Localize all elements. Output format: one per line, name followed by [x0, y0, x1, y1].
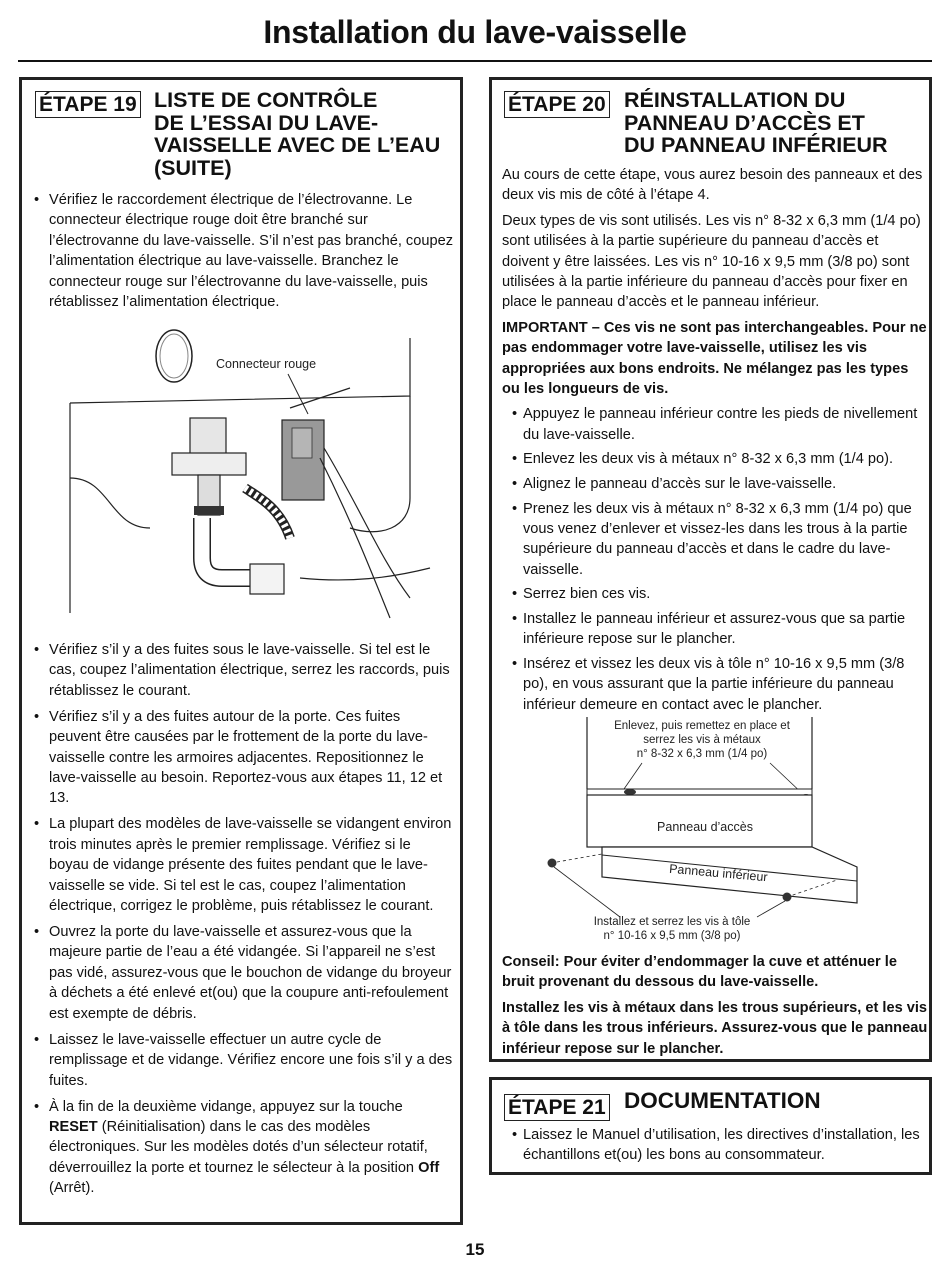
step20-box: [489, 77, 932, 1062]
access-panel-label: Panneau d’accès: [657, 820, 753, 834]
step21-tag: ÉTAPE 21: [504, 1094, 610, 1121]
step20-tag: ÉTAPE 20: [504, 91, 610, 118]
step20-bullet: • Serrez bien ces vis.: [512, 586, 651, 603]
red-connector-illustration: [50, 328, 470, 628]
step20-screw-types: Deux types de vis sont utilisés. Les vis n° 8-32 x 6,3 mm (1/4 po) sont utilisées à la partie supérieure du panneau d’accès et doivent y être laissées. Les vis n° 10-16 x 9,5 mm (3/8 po) sont utilisées à la partie inférieure du panneau d’accès pour fixer en place le panneau d’accès et le panneau inférieur.: [502, 212, 921, 311]
lower-panel-label: Panneau inférieur: [668, 861, 769, 885]
panel-illustration: [542, 717, 862, 947]
step20-bullet: • Enlevez les deux vis à métaux n° 8-32 x 6,3 mm (1/4 po).: [512, 451, 894, 468]
step20-bullet: • Appuyez le panneau inférieur contre les pieds de nivellement du lave-vaisselle.: [512, 406, 918, 443]
title-rule: [18, 60, 932, 62]
step19-bullet: • Laissez le lave-vaisselle effectuer un autre cycle de remplissage et de vidange. Vérifiez encore une fois s’il y a des fuites.: [34, 1031, 453, 1089]
step21-title: DOCUMENTATION: [624, 1088, 821, 1113]
svg-text:serrez les vis à métaux: serrez les vis à métaux: [643, 734, 761, 746]
step20-bullet: • Installez le panneau inférieur et assurez-vous que sa partie inférieure repose sur le plancher.: [512, 611, 906, 648]
step20-title: RÉINSTALLATION DU PANNEAU D’ACCÈS ET DU PANNEAU INFÉRIEUR: [624, 88, 888, 157]
step20-bullet: • Prenez les deux vis à métaux n° 8-32 x 6,3 mm (1/4 po) que vous venez d’enlever et vissez-les dans les trous à la partie supérieure du panneau d’accès et dans le cadre du lave-vaisselle.: [512, 500, 912, 578]
step19-bullet: • La plupart des modèles de lave-vaisselle se vidangent environ trois minutes après le premier remplissage. Vérifiez si le boyau de vidange présente des fuites pendant que le lave-vaisselle se vide. Si tel est le cas, coupez l’alimentation électrique, corrigez le problème, puis rétablissez le courant.: [34, 816, 452, 915]
red-connector-label: Connecteur rouge: [216, 357, 317, 371]
step19-bullet: • Vérifiez le raccordement électrique de l’électrovanne. Le connecteur électrique rouge doit être branché sur l’électrovanne du lave-vaisselle. S’il n’est pas branché, coupez l’alimentation électrique au lave-vaisselle. Branchez le connecteur rouge sur l’électrovanne du lave-vaisselle, puis rétablissez l’alimentation électrique.: [34, 192, 453, 311]
step19-bullet-reset: • À la fin de la deuxième vidange, appuyez sur la touche RESET (Réinitialisation) dans le cas des modèles électroniques. Sur les modèles dotés d’un sélecteur rotatif, déverrouillez la porte et tournez le sélecteur à la position Off (Arrêt).: [34, 1098, 440, 1197]
step20-tip-detail: Installez les vis à métaux dans les trous supérieurs, et les vis à tôle dans les trous inférieurs. Assurez-vous que le panneau inférieur repose sur le plancher.: [502, 999, 928, 1057]
step20-intro: Au cours de cette étape, vous aurez besoin des panneaux et des deux vis mis de côté à l’étape 4.: [502, 167, 923, 204]
step19-bullet: • Vérifiez s’il y a des fuites autour de la porte. Ces fuites peuvent être causées par le frottement de la porte du lave-vaisselle contre les armoires adjacentes. Repositionnez le lave-vaisselle au besoin. Reportez-vous aux étapes 11, 12 et 13.: [34, 708, 443, 807]
step19-bullet: • Vérifiez s’il y a des fuites sous le lave-vaisselle. Si tel est le cas, coupez l’alimentation électrique, serrez les raccords, puis rétablissez le courant.: [34, 642, 450, 699]
step20-tip: Conseil: Pour éviter d’endommager la cuve et atténuer le bruit provenant du dessous du lave-vaisselle.: [502, 954, 897, 991]
step19-tag: ÉTAPE 19: [35, 91, 141, 118]
step19-title: LISTE DE CONTRÔLE DE L’ESSAI DU LAVE- VAISSELLE AVEC DE L’EAU (SUITE): [154, 88, 441, 180]
step20-bullet: • Alignez le panneau d’accès sur le lave-vaisselle.: [512, 476, 837, 493]
step19-bullet: • Ouvrez la porte du lave-vaisselle et assurez-vous que la majeure partie de l’eau a été vidangée. Si l’appareil ne s’est pas vidé, assurez-vous que le bouchon de vidange du broyeur à déchets a été enlevé et(ou) que la coupure anti-refoulement est exempte de débris.: [34, 924, 452, 1022]
page-title: Installation du lave-vaisselle: [263, 14, 687, 50]
step20-bullet: • Insérez et vissez les deux vis à tôle n° 10-16 x 9,5 mm (3/8 po), en vous assurant que la partie inférieure du panneau inférieur demeure en contact avec le plancher.: [512, 656, 905, 713]
step20-important: IMPORTANT – Ces vis ne sont pas interchangeables. Pour ne pas endommager votre lave-vaisselle, utilisez les vis appropriées aux bons endroits. Ne mélangez pas les types ou les longueurs de vis.: [502, 319, 927, 398]
svg-text:n° 10-16 x 9,5 mm (3/8 po): n° 10-16 x 9,5 mm (3/8 po): [603, 930, 741, 942]
step21-box: [489, 1077, 932, 1175]
page-number: 15: [465, 1240, 485, 1259]
svg-text:Installez et serrez les vis à: Installez et serrez les vis à tôle: [593, 916, 751, 928]
step19-box: [19, 77, 463, 1225]
svg-text:Enlevez, puis remettez en plac: Enlevez, puis remettez en place et: [614, 720, 790, 732]
step21-bullet: • Laissez le Manuel d’utilisation, les directives d’installation, les échantillons et(ou) les bons au consommateur.: [512, 1127, 920, 1164]
svg-text:n° 8-32 x 6,3 mm (1/4 po): n° 8-32 x 6,3 mm (1/4 po): [636, 748, 768, 760]
